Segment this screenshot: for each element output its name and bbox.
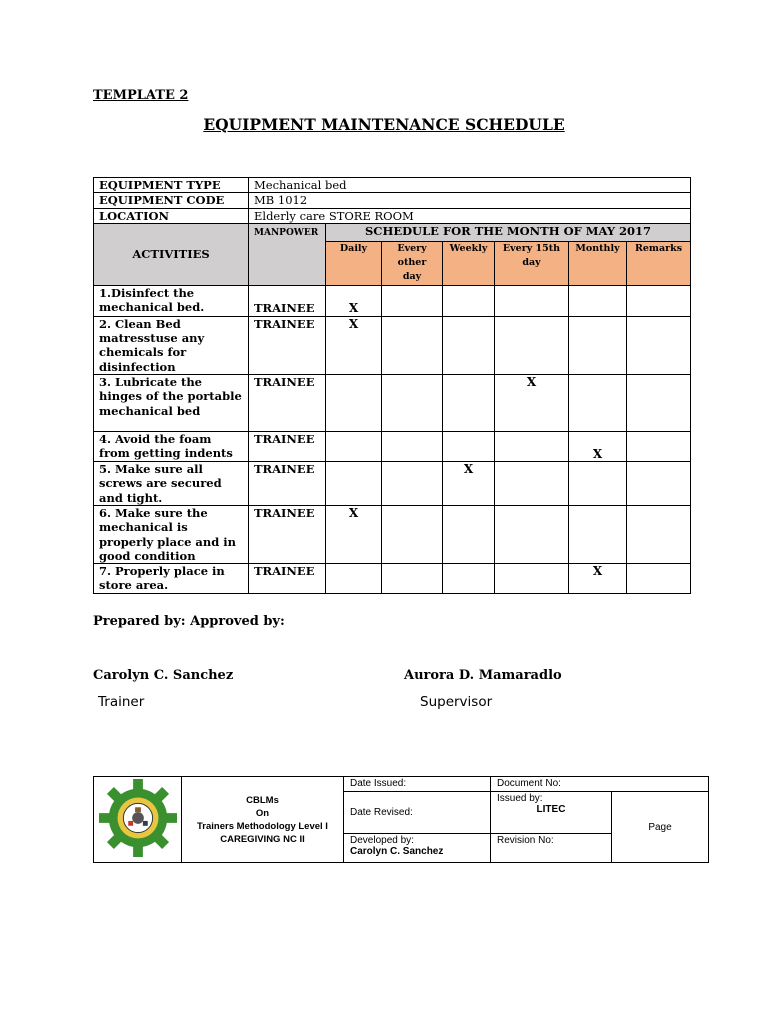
- mark-cell: [627, 431, 691, 461]
- table-row: [94, 431, 691, 461]
- approver-role: Supervisor: [420, 694, 493, 710]
- equipment-code-value: MB 1012: [249, 193, 691, 208]
- preparer-role: Trainer: [98, 694, 145, 710]
- developed-by-value: Carolyn C. Sanchez: [350, 846, 444, 857]
- page-title: EQUIPMENT MAINTENANCE SCHEDULE: [203, 115, 565, 134]
- mark-cell: [627, 316, 691, 374]
- logo-cell: [94, 777, 182, 863]
- equipment-code-row: [94, 193, 691, 208]
- mark-cell: [443, 431, 495, 461]
- mark-cell: [443, 564, 495, 594]
- mark-cell: [443, 374, 495, 431]
- prepared-approved-label: Prepared by: Approved by:: [93, 614, 285, 629]
- activity-cell: 7. Properly place in store area.: [94, 564, 249, 594]
- col-every-other-day: Every other day: [382, 241, 443, 285]
- mark-cell: [443, 285, 495, 316]
- mark-cell: [495, 564, 569, 594]
- activity-cell: 3. Lubricate the hinges of the portable mechanical bed: [94, 374, 249, 431]
- col-monthly: Monthly: [569, 241, 627, 285]
- mark-cell: [382, 285, 443, 316]
- developed-by-label: Developed by:: [350, 835, 414, 846]
- date-revised-label: Date Revised:: [344, 792, 491, 834]
- issued-by-label: Issued by:: [497, 793, 543, 804]
- mark-cell: X: [326, 505, 382, 563]
- table-row: [94, 461, 691, 505]
- table-row: [94, 316, 691, 374]
- mark-cell: [627, 461, 691, 505]
- template-label: TEMPLATE 2: [93, 88, 189, 103]
- schedule-header-row: [94, 223, 691, 241]
- mark-cell: X: [569, 431, 627, 461]
- location-row: [94, 208, 691, 223]
- revision-no-label: Revision No:: [491, 834, 612, 863]
- mark-cell: [627, 374, 691, 431]
- col-remarks: Remarks: [627, 241, 691, 285]
- equipment-code-label: EQUIPMENT CODE: [94, 193, 249, 208]
- document-no-label: Document No:: [491, 777, 709, 792]
- activities-header: ACTIVITIES: [94, 223, 249, 285]
- mark-cell: [495, 505, 569, 563]
- mark-cell: [382, 374, 443, 431]
- mark-cell: [382, 564, 443, 594]
- maintenance-schedule-table: [93, 177, 691, 594]
- mark-cell: X: [443, 461, 495, 505]
- mark-cell: [569, 374, 627, 431]
- date-issued-label: Date Issued:: [344, 777, 491, 792]
- manpower-cell: TRAINEE: [249, 431, 326, 461]
- mark-cell: [382, 431, 443, 461]
- mark-cell: [627, 285, 691, 316]
- col-every-15th-day: Every 15th day: [495, 241, 569, 285]
- manpower-cell: TRAINEE: [249, 285, 326, 316]
- manpower-cell: TRAINEE: [249, 461, 326, 505]
- col-weekly: Weekly: [443, 241, 495, 285]
- mark-cell: [326, 564, 382, 594]
- mark-cell: [627, 505, 691, 563]
- location-value: Elderly care STORE ROOM: [249, 208, 691, 223]
- activity-cell: 4. Avoid the foam from getting indents: [94, 431, 249, 461]
- approver-name: Aurora D. Mamaradlo: [404, 668, 562, 683]
- issued-by-cell: [491, 792, 612, 834]
- mark-cell: [569, 316, 627, 374]
- mark-cell: [443, 505, 495, 563]
- page-label: Page: [612, 792, 709, 863]
- mark-cell: X: [326, 316, 382, 374]
- table-row: [94, 564, 691, 594]
- mark-cell: X: [495, 374, 569, 431]
- mark-cell: [382, 461, 443, 505]
- schedule-month-header: SCHEDULE FOR THE MONTH OF MAY 2017: [326, 223, 691, 241]
- mark-cell: [495, 316, 569, 374]
- table-row: [94, 285, 691, 316]
- mark-cell: [326, 461, 382, 505]
- developed-by-cell: [344, 834, 491, 863]
- school-seal-icon: [98, 779, 178, 857]
- equipment-type-label: EQUIPMENT TYPE: [94, 178, 249, 193]
- location-label: LOCATION: [94, 208, 249, 223]
- table-row: [94, 505, 691, 563]
- mark-cell: [382, 505, 443, 563]
- cblm-info: CBLMs On Trainers Methodology Level I CAREGIVING NC II: [182, 777, 344, 863]
- mark-cell: X: [569, 564, 627, 594]
- activity-cell: 6. Make sure the mechanical is properly place and in good condition: [94, 505, 249, 563]
- equipment-type-row: [94, 178, 691, 193]
- issued-by-value: LITEC: [536, 804, 566, 815]
- mark-cell: [382, 316, 443, 374]
- mark-cell: [495, 461, 569, 505]
- manpower-cell: TRAINEE: [249, 564, 326, 594]
- activity-cell: 2. Clean Bed matresstuse any chemicals for disinfection: [94, 316, 249, 374]
- activity-cell: 5. Make sure all screws are secured and tight.: [94, 461, 249, 505]
- col-daily: Daily: [326, 241, 382, 285]
- mark-cell: [495, 285, 569, 316]
- preparer-name: Carolyn C. Sanchez: [93, 668, 234, 683]
- mark-cell: [326, 374, 382, 431]
- mark-cell: X: [326, 285, 382, 316]
- manpower-cell: TRAINEE: [249, 374, 326, 431]
- mark-cell: [627, 564, 691, 594]
- table-row: [94, 374, 691, 431]
- equipment-type-value: Mechanical bed: [249, 178, 691, 193]
- mark-cell: [326, 431, 382, 461]
- mark-cell: [443, 316, 495, 374]
- mark-cell: [569, 461, 627, 505]
- manpower-header: MANPOWER: [249, 223, 326, 285]
- mark-cell: [569, 285, 627, 316]
- activity-cell: 1.Disinfect the mechanical bed.: [94, 285, 249, 316]
- mark-cell: [569, 505, 627, 563]
- document-footer: [93, 776, 709, 863]
- manpower-cell: TRAINEE: [249, 505, 326, 563]
- mark-cell: [495, 431, 569, 461]
- manpower-cell: TRAINEE: [249, 316, 326, 374]
